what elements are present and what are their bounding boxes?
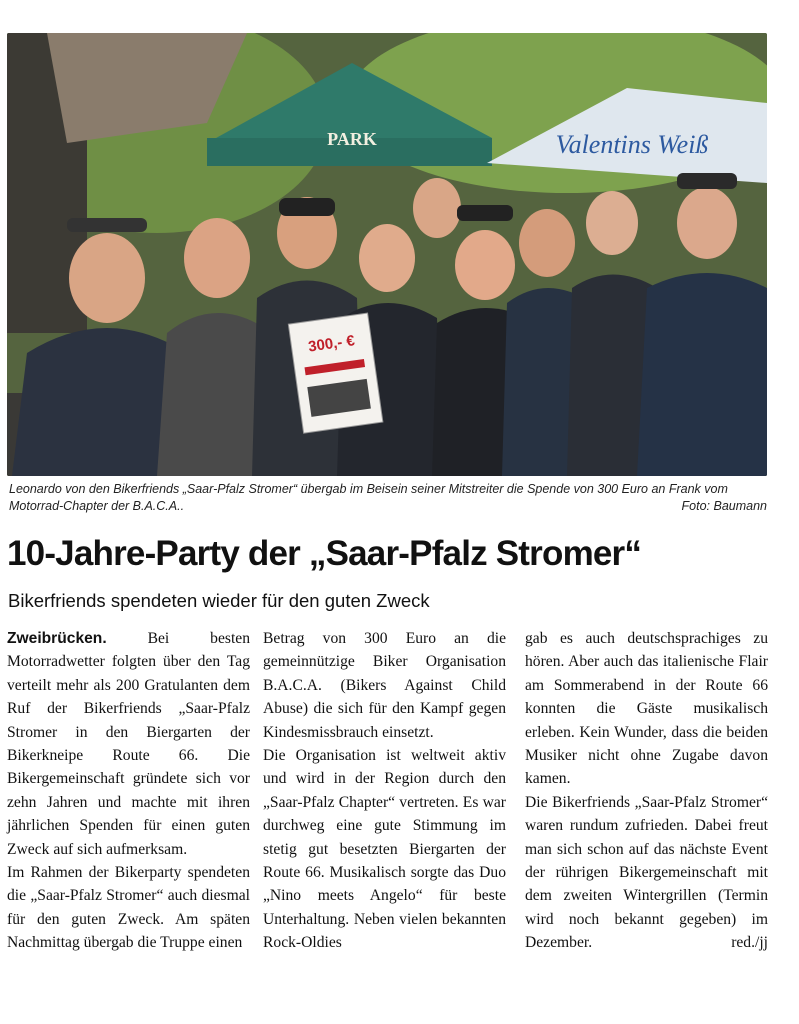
paragraph: Die Organisation ist weltweit aktiv und wird in der Region durch den „Saar-Pfalz Chapter“ vertreten. Es war durchweg eine gute Stimmung im stetig gut besetzten Biergarten der Route 66. Musikalisch sorgte das Duo „Nino meets Angelo“ für beste Unterhaltung. Neben vielen bekannten Rock-Oldies (263, 747, 506, 952)
umbrella-sign: PARK (327, 129, 377, 149)
headline: 10-Jahre-Party der „Saar-Pfalz Stromer“ (7, 534, 642, 573)
photo-caption (9, 481, 767, 515)
paragraph (7, 627, 250, 861)
paragraph: Betrag von 300 Euro an die gemeinnützige Biker Organisation B.A.C.A. (Bikers Against Child Abuse) die sich für den Kampf gegen Kindesmissbrauch einsetzt. (263, 630, 506, 741)
photo-credit: Foto: Baumann (681, 499, 767, 513)
paragraph: Im Rahmen der Bikerparty spendeten die „Saar-Pfalz Stromer“ auch diesmal für den guten Zweck. Am späten Nachmittag übergab die Truppe einen (7, 864, 250, 952)
paragraph (525, 791, 768, 955)
donation-poster (288, 313, 383, 433)
paragraph-text: Die Bikerfriends „Saar-Pfalz Stromer“ waren rundum zufrieden. Dabei freut man sich schon auf das nächste Event der rührigen Bikergemeinschaft mit dem zweiten Wintergrillen (Termin wird noch bekannt gegeben) im Dezember. (525, 793, 768, 952)
caption-text: Leonardo von den Bikerfriends „Saar-Pfalz Stromer“ übergab im Beisein seiner Mitstreiter die Spende von 300 Euro an Frank vom Motorrad-Chapter der B.A.C.A.. (9, 482, 728, 513)
paragraph: gab es auch deutschsprachiges zu hören. Aber auch das italienische Flair am Sommerabend in der Route 66 konnten die Gäste musikalisch erleben. Kein Wunder, dass die beiden Musiker nicht ohne Zugabe davon kamen. (525, 630, 768, 788)
author-signature: red./jj (731, 934, 768, 952)
poster-amount: 300,- € (307, 332, 356, 356)
article-column-1 (7, 627, 250, 955)
group-photo (7, 33, 767, 476)
dateline: Zweibrücken. (7, 630, 107, 647)
article-column-2 (263, 627, 506, 955)
umbrella-banner-text: Valentins Weiß (555, 130, 709, 159)
paragraph-text: Bei besten Motorradwetter folgten über den Tag verteilt mehr als 200 Gratulanten dem Ruf der Bikerfriends „Saar-Pfalz Stromer in den Biergarten der Bikerkneipe Route 66. Die Bikergemeinschaft gründete sich vor zehn Jahren und machte mit ihren jährlichen Spenden für einen guten Zweck auf sich aufmerksam. (7, 630, 250, 858)
article-column-3 (525, 627, 768, 955)
photo-illustration (7, 33, 767, 476)
subheadline: Bikerfriends spendeten wieder für den guten Zweck (8, 590, 430, 611)
